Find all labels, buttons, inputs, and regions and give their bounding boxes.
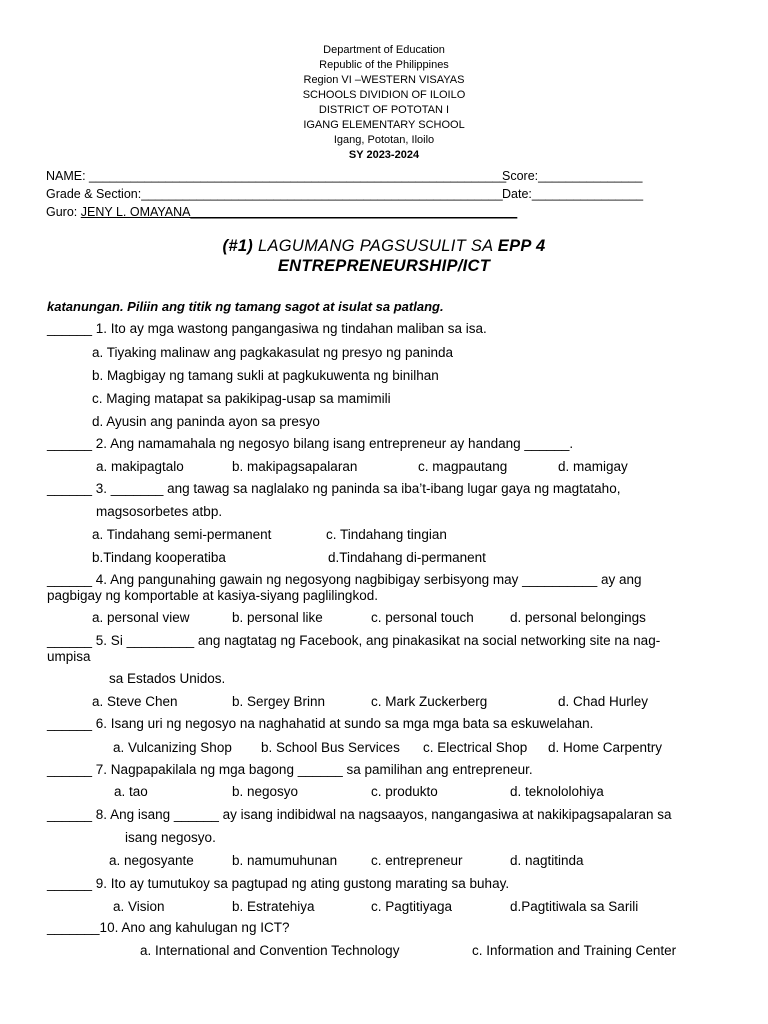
question-6: ______ 6. Isang uri ng negosyo na naghahatid at sundo sa mga mga bata sa eskuwelahan.: [47, 716, 594, 731]
header-line: DISTRICT OF POTOTAN I: [318, 104, 450, 116]
choice-6c: c. Electrical Shop: [423, 740, 528, 755]
exam-number: (#1): [222, 237, 254, 255]
choice-7d: d. teknololohiya: [510, 784, 604, 799]
choice-9b: b. Estratehiya: [232, 899, 315, 914]
document-header: [0, 43, 768, 163]
choice-7c: c. produkto: [371, 784, 438, 799]
header-line: Region VI –WESTERN VISAYAS: [303, 74, 465, 86]
choice-1c: c. Maging matapat sa pakikipag-usap sa mamimili: [92, 391, 391, 406]
choice-8b: b. namumuhunan: [232, 853, 338, 868]
exam-title-text: LAGUMANG PAGSUSULIT SA: [253, 237, 498, 255]
choice-4c: c. personal touch: [371, 610, 474, 625]
student-info: [46, 167, 644, 221]
choice-9d: d.Pagtitiwala sa Sarili: [510, 899, 639, 914]
question-8: ______ 8. Ang isang ______ ay isang indibidwal na nagsaayos, nangangasiwa at nakikipagsapalaran sa: [47, 807, 672, 822]
choice-10c: c. Information and Training Center: [472, 943, 677, 958]
question-7: ______ 7. Nagpapakilala ng mga bagong ______ sa pamilihan ang entrepreneur.: [47, 762, 533, 777]
question-8-continued: isang negosyo.: [125, 830, 216, 845]
header-line: IGANG ELEMENTARY SCHOOL: [303, 119, 465, 131]
choice-3d: d.Tindahang di-permanent: [328, 550, 486, 565]
question-4-continued: pagbigay ng komportable at kasiya-siyang paglilingkod.: [47, 588, 378, 603]
choice-5b: b. Sergey Brinn: [232, 694, 326, 709]
guro-field: JENY L. OMAYANA_______________________________________________: [80, 205, 518, 219]
choice-5a: a. Steve Chen: [92, 694, 178, 709]
header-line: Republic of the Philippines: [319, 59, 449, 71]
choice-7a: a. tao: [114, 784, 148, 799]
choice-10a: a. International and Convention Technology: [140, 943, 400, 958]
choice-6d: d. Home Carpentry: [548, 740, 663, 755]
exam-title: [0, 236, 768, 276]
header-line: SCHOOLS DIVIDION OF ILOILO: [302, 89, 466, 101]
choice-4a: a. personal view: [92, 610, 190, 625]
choice-6a: a. Vulcanizing Shop: [113, 740, 232, 755]
school-year: SY 2023-2024: [348, 149, 420, 161]
choice-7b: b. negosyo: [232, 784, 299, 799]
exam-subject: EPP 4: [497, 237, 546, 255]
choice-2d: d. mamigay: [558, 459, 628, 474]
choice-9a: a. Vision: [113, 899, 165, 914]
choice-4d: d. personal belongings: [510, 610, 646, 625]
choice-1b: b. Magbigay ng tamang sukli at pagkukuwenta ng binilhan: [92, 368, 439, 383]
choice-2c: c. magpautang: [418, 459, 508, 474]
date-field[interactable]: Date:________________: [502, 187, 644, 201]
grade-section-field[interactable]: Grade & Section:____________________________________________________: [46, 187, 503, 201]
choice-2a: a. makipagtalo: [96, 459, 184, 474]
choice-8c: c. entrepreneur: [371, 853, 463, 868]
choice-3a: a. Tindahang semi-permanent: [92, 527, 272, 542]
header-line: Igang, Pototan, Iloilo: [333, 134, 435, 146]
choice-1a: a. Tiyaking malinaw ang pagkakasulat ng presyo ng paninda: [92, 345, 453, 360]
choice-3c: c. Tindahang tingian: [326, 527, 447, 542]
choice-8d: d. nagtitinda: [510, 853, 584, 868]
question-3: ______ 3. _______ ang tawag sa naglalako ng paninda sa iba’t-ibang lugar gaya ng magtataho,: [47, 481, 621, 496]
header-line: Department of Education: [323, 44, 445, 56]
choice-1d: d. Ayusin ang paninda ayon sa presyo: [92, 414, 320, 429]
choice-8a: a. negosyante: [109, 853, 194, 868]
question-5-continued: umpisa: [47, 649, 91, 664]
choice-5d: d. Chad Hurley: [558, 694, 649, 709]
instructions: katanungan. Piliin ang titik ng tamang sagot at isulat sa patlang.: [47, 299, 444, 314]
choice-6b: b. School Bus Services: [261, 740, 400, 755]
question-1: ______ 1. Ito ay mga wastong pangangasiwa ng tindahan maliban sa isa.: [47, 321, 487, 336]
question-5: ______ 5. Si _________ ang nagtatag ng Facebook, ang pinakasikat na social networking site na nag-: [47, 633, 661, 648]
question-10: _______10. Ano ang kahulugan ng ICT?: [47, 920, 290, 935]
question-9: ______ 9. Ito ay tumutukoy sa pagtupad ng ating gustong marating sa buhay.: [47, 876, 510, 891]
choice-3b: b.Tindang kooperatiba: [92, 550, 226, 565]
question-5-continued-2: sa Estados Unidos.: [109, 671, 226, 686]
question-4: ______ 4. Ang pangunahing gawain ng negosyong nagbibigay serbisyong may __________ ay ang: [47, 572, 642, 587]
choice-9c: c. Pagtitiyaga: [371, 899, 453, 914]
choice-5c: c. Mark Zuckerberg: [371, 694, 488, 709]
guro-label: Guro:: [46, 205, 81, 219]
score-field[interactable]: Score:_______________: [502, 169, 643, 183]
question-3-continued: magsosorbetes atbp.: [96, 504, 223, 519]
name-field[interactable]: NAME: ____________________________________________________________: [46, 169, 507, 183]
choice-4b: b. personal like: [232, 610, 323, 625]
exam-title-line2: ENTREPRENEURSHIP/ICT: [277, 257, 491, 275]
choice-2b: b. makipagsapalaran: [232, 459, 358, 474]
question-2: ______ 2. Ang namamahala ng negosyo bilang isang entrepreneur ay handang ______.: [47, 436, 574, 451]
